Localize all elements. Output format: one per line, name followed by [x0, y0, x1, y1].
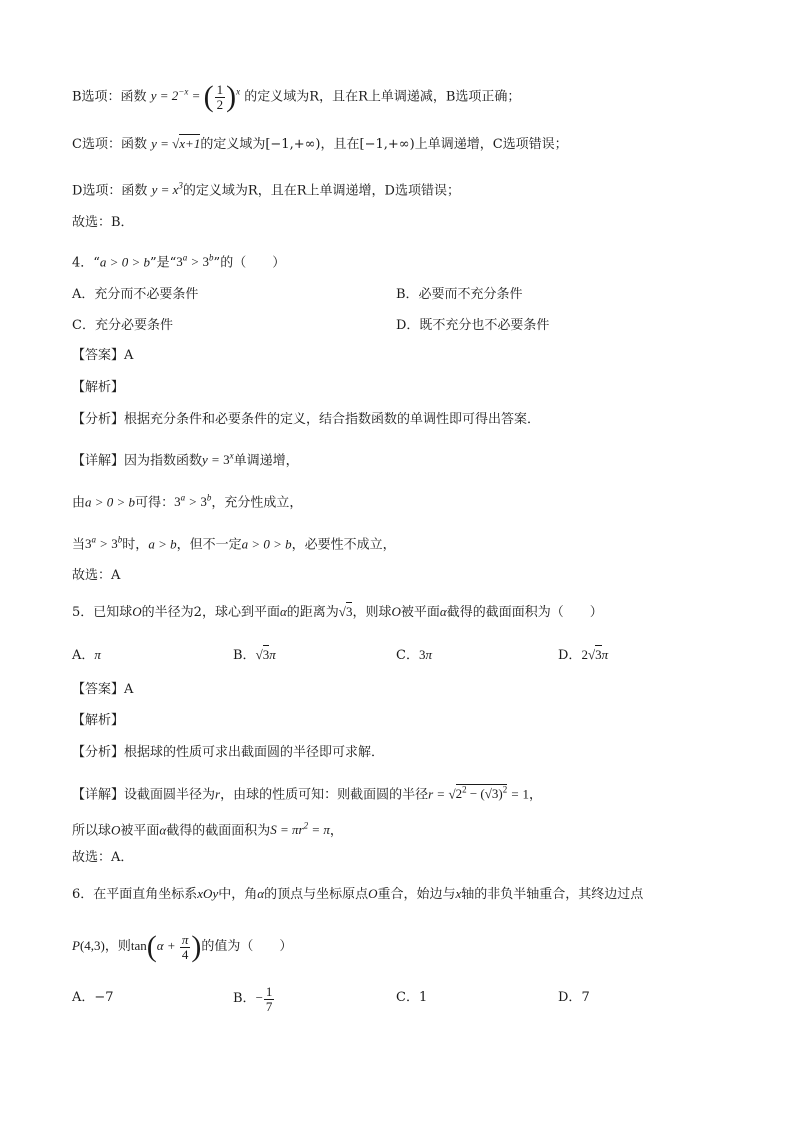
- d-option-line: [72, 176, 460, 201]
- q4-line2-cond: a > 0 > b: [85, 494, 136, 510]
- q5-stem-a: 5．已知球: [72, 605, 133, 620]
- q6-line2-b: ，则: [104, 939, 131, 954]
- q4-xiangjie-post: 单调递增，: [233, 453, 299, 469]
- b-option-r2: R: [358, 89, 368, 105]
- q5-stem-b: 的半径为2，球心到平面: [141, 605, 280, 620]
- b-option-suffix: 上单调递减，B选项正确；: [367, 89, 521, 105]
- q6-stem: 6．在平面直角坐标系xOy中，角α的顶点与坐标原点O重合，始边与x轴的非负半轴重合，其终边过点: [72, 886, 644, 902]
- q5-xiangjie: 【详解】设截面圆半径为r，由球的性质可知：则截面圆的半径$r = √2^2 - (√3)^2 = 1$，: [72, 785, 542, 803]
- q4-stem-mid: ”是“: [149, 255, 177, 271]
- q5-stem: 5．已知球O的半径为2，球心到平面α的距离为√3，则球O被平面α截得的截面面积为（ ）: [72, 604, 603, 620]
- b-option-mid2: ，且在: [319, 89, 359, 105]
- c-option-mid: 的定义域为: [200, 137, 266, 152]
- q6-option-c: C．1: [396, 990, 428, 1005]
- q5-detail-line2: 所以球O被平面α截得的截面面积为$S = \pi r^2 = \pi$，: [72, 821, 343, 839]
- d-option-r2: R: [296, 183, 307, 199]
- b-option-r1: R: [309, 89, 320, 105]
- q4-fenxi: [72, 410, 540, 430]
- q4-xiangjie: [72, 446, 299, 471]
- q5-choose: 故选：A．: [72, 850, 134, 865]
- q5-option-b: B．√3π: [233, 647, 276, 663]
- q4-xiangjie-pre: 因为指数函数: [124, 453, 203, 469]
- xiangjie-tag: 【详解】: [72, 453, 125, 469]
- q5-fenxi: [72, 743, 384, 763]
- q4-option-a: A．充分而不必要条件: [72, 287, 199, 302]
- c-option-mid2: ，且在: [320, 137, 360, 152]
- q6-tan-expr: tan(α + $\frac{\pi}{4}$ ): [130, 930, 202, 964]
- q4-line2-result: $3^a > 3^b$: [174, 493, 212, 510]
- c-option-interval2: [−1,+∞): [359, 137, 415, 152]
- q4-answer-value: A: [124, 348, 134, 363]
- q5-stem-f: 截得的截面面积为（ ）: [446, 605, 603, 620]
- q5-analysis-tag: 【解析】: [72, 713, 125, 728]
- d-option-formula: $y = x^3$: [151, 181, 183, 198]
- q6-point: P(4,3): [72, 938, 105, 953]
- q6-stem-b: 中，角: [218, 887, 258, 902]
- q4-detail-line3: [72, 530, 396, 555]
- q4-line3-cond: $3^a > 3^b$: [85, 535, 123, 552]
- q4-line3-pre: 当: [72, 537, 86, 553]
- d-option-mid2: ，且在: [257, 183, 297, 199]
- d-option-r1: R: [247, 183, 258, 199]
- fenxi-tag: 【分析】: [72, 745, 125, 760]
- q5-option-a: A．π: [72, 647, 101, 663]
- q4-line3-mid2: ，但不一定: [176, 537, 242, 553]
- q5-area-formula: $S = \pi r^2 = \pi$: [270, 821, 330, 838]
- choose-b-line: 故选：B．: [72, 215, 134, 230]
- q4-exp-func: $y = 3^x$: [202, 451, 234, 468]
- q4-condition: a > 0 > b: [99, 254, 150, 270]
- answer-tag: 【答案】: [72, 348, 125, 363]
- q5-stem-d: ，则球: [352, 605, 392, 620]
- q6-option-d: D．7: [558, 990, 590, 1005]
- d-option-mid: 的定义域为: [182, 183, 248, 199]
- b-option-prefix: B选项：函数: [72, 89, 147, 105]
- q4-line2-pre: 由: [72, 495, 86, 511]
- q4-option-d: D．既不充分也不必要条件: [396, 318, 550, 333]
- q4-stem-pre: 4．“: [72, 255, 100, 271]
- q5-line2-a: 所以球: [72, 823, 112, 839]
- b-option-mid: 的定义域为: [244, 89, 310, 105]
- q5-option-c: C．3π: [396, 647, 432, 663]
- q5-answer-value: A: [124, 682, 134, 697]
- q4-line2-post: ，充分性成立，: [211, 495, 303, 511]
- b-option-line: [72, 80, 520, 112]
- b-option-formula: $y = 2^{-x}$ = ( $\frac{1}{2}$ )$^x$: [150, 80, 241, 114]
- q4-answer: [72, 346, 133, 366]
- q4-fenxi-text: 根据充分条件和必要条件的定义，结合指数函数的单调性即可得出答案．: [124, 412, 541, 427]
- q4-line3-ab: a > b: [148, 536, 177, 552]
- q6-stem-line2: [72, 930, 292, 963]
- xiangjie-tag: 【详解】: [72, 787, 125, 803]
- q6-line2-c: 的值为（ ）: [201, 939, 293, 954]
- q4-stem: [72, 248, 285, 273]
- d-option-suffix: 上单调递增，D选项错误；: [306, 183, 460, 199]
- c-option-suffix: 上单调递增，C选项错误；: [414, 137, 568, 152]
- q5-option-d: D．2√3π: [558, 647, 609, 663]
- q6-option-b: B．− $\frac{1}{7}$: [233, 983, 273, 1014]
- q4-line3-cond2: a > 0 > b: [241, 536, 292, 552]
- c-option-formula: y = √x+1: [151, 136, 201, 151]
- c-option-prefix: C选项：函数: [72, 137, 147, 152]
- q4-choose: 故选：A: [72, 568, 121, 583]
- q6-stem-e: 轴的非负半轴重合，其终边过点: [461, 887, 644, 902]
- fenxi-tag: 【分析】: [72, 412, 125, 427]
- q5-line2-c: 截得的截面面积为: [166, 823, 271, 839]
- q5-fenxi-text: 根据球的性质可求出截面圆的半径即可求解．: [124, 745, 385, 760]
- q5-xiangjie-a: 设截面圆半径为: [124, 787, 216, 803]
- q6-stem-d: 重合，始边与: [377, 887, 456, 902]
- q4-conclusion: $3^a > 3^b$: [176, 253, 214, 270]
- q4-analysis-tag: 【解析】: [72, 380, 125, 395]
- q4-stem-end: ”的（ ）: [213, 255, 286, 271]
- c-option-interval1: [−1,+∞): [265, 137, 321, 152]
- q4-line3-post: ，必要性不成立，: [291, 537, 396, 553]
- q4-option-c: C．充分必要条件: [72, 318, 173, 333]
- c-option-line: [72, 134, 568, 155]
- q6-stem-a: 6．在平面直角坐标系: [72, 887, 198, 902]
- q5-answer: [72, 680, 133, 700]
- q4-line3-mid: 时，: [122, 537, 149, 553]
- q5-stem-c: 的距离为: [286, 605, 339, 620]
- q5-stem-e: 被平面: [400, 605, 440, 620]
- q4-option-b: B．必要而不充分条件: [396, 287, 523, 302]
- q5-line2-b: 被平面: [120, 823, 160, 839]
- q4-detail-line2: [72, 488, 302, 513]
- q6-option-a: A．−7: [72, 990, 114, 1005]
- q4-line2-mid: 可得：: [135, 495, 175, 511]
- answer-tag: 【答案】: [72, 682, 125, 697]
- q5-xiangjie-b: ，由球的性质可知：则截面圆的半径: [220, 787, 429, 803]
- d-option-prefix: D选项：函数: [72, 183, 148, 199]
- q6-stem-c: 的顶点与坐标原点: [264, 887, 369, 902]
- q5-radius-formula: $r = √2^2 - (√3)^2 = 1$: [428, 785, 529, 802]
